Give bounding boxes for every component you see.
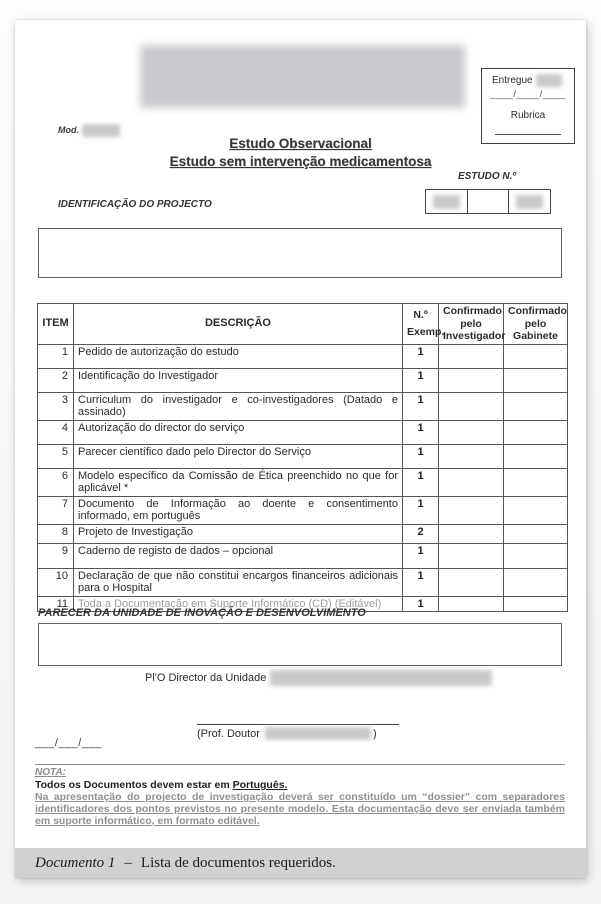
table-row [38,468,568,496]
row-description: Parecer científico dado pelo Director do Serviço [74,444,403,468]
row-confirmed-investigator-cell [439,543,504,568]
row-copies: 2 [403,524,439,543]
row-confirmed-office-cell [504,468,568,496]
row-confirmed-office-cell [504,524,568,543]
table-row [38,568,568,596]
title-line-1: Estudo Observacional [229,136,372,151]
col-header-description: DESCRIÇÃO [74,304,403,345]
row-copies: 1 [403,543,439,568]
table-row [38,496,568,524]
note-paragraph: Na apresentação do projecto de investigação deverá ser constituído um “dossier” com separadores identificadores dos pontos previstos no presente modelo. Esta documentação deve ser enviada também em suporte informático, em formato editável. [35,791,565,827]
caption-document-label: Documento 1 [35,854,116,871]
table-row [38,524,568,543]
row-confirmed-investigator-cell [439,524,504,543]
study-number-fields [425,189,551,214]
table-row [38,543,568,568]
row-item-number: 9 [38,543,74,568]
project-identification-label: IDENTIFICAÇÃO DO PROJECTO [58,199,212,210]
document-title [15,135,586,170]
redacted-delivery-value [536,74,562,87]
table-header-row [38,304,568,345]
date-fill-line: ___/___/___ [35,737,102,749]
row-confirmed-investigator-cell [439,420,504,444]
opinion-field [38,623,562,666]
row-description: Documento de Informação ao doente e consentimento informado, em português [74,496,403,524]
caption-dash: – [124,854,132,871]
row-confirmed-office-cell [504,496,568,524]
row-confirmed-office-cell [504,392,568,420]
row-copies: 1 [403,392,439,420]
row-description: Pedido de autorização do estudo [74,344,403,368]
redacted-unit-name [270,670,492,686]
row-description: Toda a Documentação em Suporte Informático (CD) (Editável) [74,596,403,612]
form-page [15,20,586,848]
delivery-label: Entregue [492,75,533,87]
signature-prefix: (Prof. Doutor [197,727,260,740]
scanned-document-figure [15,20,586,878]
table-row [38,368,568,392]
documents-table [37,303,568,612]
row-copies: 1 [403,344,439,368]
row-copies: 1 [403,568,439,596]
signature-suffix: ) [372,727,377,740]
col-header-confirmed-investigator: Confirmado pelo Investigador [439,304,504,345]
row-copies: 1 [403,444,439,468]
note-sentence-prefix: Todos os Documentos devem estar em [35,779,233,791]
row-item-number: 10 [38,568,74,596]
redacted-study-year [516,195,543,209]
row-confirmed-office-cell [504,368,568,392]
row-confirmed-office-cell [504,543,568,568]
project-identification-field [38,228,562,278]
row-confirmed-office-cell [504,344,568,368]
row-confirmed-investigator-cell [439,468,504,496]
study-number-cell-1 [426,190,468,213]
row-item-number: 8 [38,524,74,543]
row-item-number: 2 [38,368,74,392]
delivery-stamp-box [481,68,575,144]
table-row [38,420,568,444]
row-confirmed-investigator-cell [439,444,504,468]
redacted-signer-name [265,727,371,740]
signature-block [197,724,399,740]
note-label: NOTA: [35,767,66,778]
row-confirmed-office-cell [504,420,568,444]
col-header-item: ITEM [38,304,74,345]
figure-caption-band [15,848,586,878]
table-row [38,444,568,468]
row-confirmed-investigator-cell [439,568,504,596]
row-description: Projeto de Investigação [74,524,403,543]
note-bold-sentence [35,779,287,791]
row-description: Declaração de que não constitui encargos financeiros adicionais para o Hospital [74,568,403,596]
row-confirmed-investigator-cell [439,368,504,392]
col-header-copies: N.º Exemp. [403,304,439,345]
study-number-cell-2 [468,190,510,213]
row-item-number: 1 [38,344,74,368]
mod-label: Mod. [58,124,79,135]
row-confirmed-investigator-cell [439,392,504,420]
caption-text: Lista de documentos requeridos. [140,854,336,871]
row-item-number: 11 [38,596,74,612]
row-description: Caderno de registo de dados – opcional [74,543,403,568]
row-confirmed-office-cell [504,596,568,612]
row-confirmed-office-cell [504,444,568,468]
row-item-number: 6 [38,468,74,496]
row-description: Identificação do Investigador [74,368,403,392]
row-description: Modelo específico da Comissão de Ética preenchido no que for aplicável * [74,468,403,496]
redacted-study-number [433,195,460,209]
table-row [38,392,568,420]
row-copies: 1 [403,596,439,612]
row-confirmed-office-cell [504,568,568,596]
row-item-number: 7 [38,496,74,524]
title-line-2: Estudo sem intervenção medicamentosa [169,153,432,169]
documents-table-body [38,344,568,612]
director-line [145,670,492,686]
rubrica-label: Rubrica [510,110,546,121]
row-description: Autorização do director do serviço [74,420,403,444]
redacted-logo-placeholder [140,45,465,108]
row-confirmed-investigator-cell [439,344,504,368]
row-description: Curriculum do investigador e co-investigadores (Datado e assinado) [74,392,403,420]
row-confirmed-investigator-cell [439,496,504,524]
study-number-cell-3 [509,190,550,213]
row-item-number: 4 [38,420,74,444]
figure-caption [35,855,336,872]
row-confirmed-investigator-cell [439,596,504,612]
delivery-date-line: ____/____/____ [490,89,566,100]
opinion-section-label: PARECER DA UNIDADE DE INOVAÇÃO E DESENVOLVIMENTO [38,607,366,619]
director-label: Pl'O Director da Unidade [145,671,267,684]
note-sentence-underlined: Português. [232,779,288,791]
row-item-number: 5 [38,444,74,468]
col-header-confirmed-office: Confirmado pelo Gabinete [504,304,568,345]
row-copies: 1 [403,468,439,496]
row-copies: 1 [403,368,439,392]
row-item-number: 3 [38,392,74,420]
note-divider [35,764,565,765]
row-copies: 1 [403,420,439,444]
study-number-label: ESTUDO N.º [457,171,517,182]
table-row [38,344,568,368]
row-copies: 1 [403,496,439,524]
